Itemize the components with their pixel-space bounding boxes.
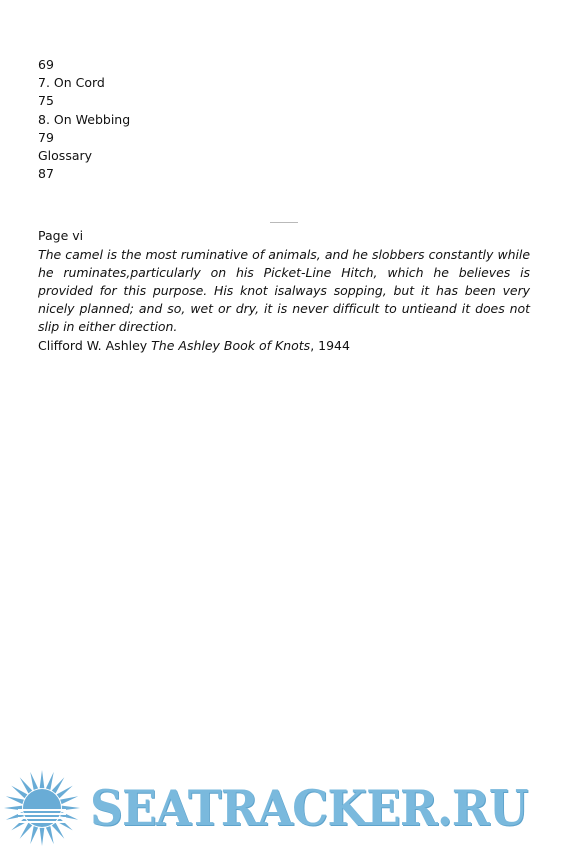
toc-line: 7. On Cord (38, 75, 105, 91)
sun-ray (46, 772, 54, 790)
page-divider (270, 222, 298, 223)
sun-ray (20, 777, 33, 793)
sun-ray (40, 770, 45, 788)
sun-ray (30, 826, 38, 844)
sun-ray (11, 818, 27, 831)
sun-ray (52, 823, 65, 839)
sun-ray (57, 786, 73, 799)
sun-ray (11, 786, 27, 799)
document-page (38, 56, 530, 355)
toc-line: 8. On Webbing (38, 111, 131, 127)
sun-icon (2, 768, 82, 848)
sun-ray (30, 772, 38, 790)
table-of-contents (38, 56, 530, 183)
sun-ray (46, 826, 54, 844)
toc-line: 79 (38, 129, 54, 145)
sun-ray (60, 796, 78, 804)
sun-ray (6, 796, 24, 804)
toc-line: 87 (38, 166, 54, 182)
site-watermark (0, 760, 566, 850)
toc-line: 69 (38, 57, 54, 72)
citation-year: , 1944 (310, 337, 350, 353)
watermark-text: SEATRACKER.RU (90, 779, 528, 837)
page-label: Page vi (38, 228, 84, 244)
sun-ray (20, 823, 33, 839)
sun-ray (52, 777, 65, 793)
toc-line: 75 (38, 93, 54, 109)
citation-book-title: The Ashley Book of Knots (151, 337, 311, 353)
citation-author: Clifford W. Ashley (38, 337, 148, 353)
epigraph-citation (38, 337, 530, 355)
sun-ray (40, 828, 45, 846)
sun-ray (57, 818, 73, 831)
epigraph-quote: The camel is the most ruminative of animals, and he slobbers constantly while he ruminates,particularly on his Picket-Line Hitch, which he believes is provided for this purpose. His knot isalways sopping, but it has been very nicely planned; and so, wet or dry, it is never difficult to untieand it does not slip in either direction. (38, 246, 530, 335)
toc-line: Glossary (38, 148, 93, 164)
